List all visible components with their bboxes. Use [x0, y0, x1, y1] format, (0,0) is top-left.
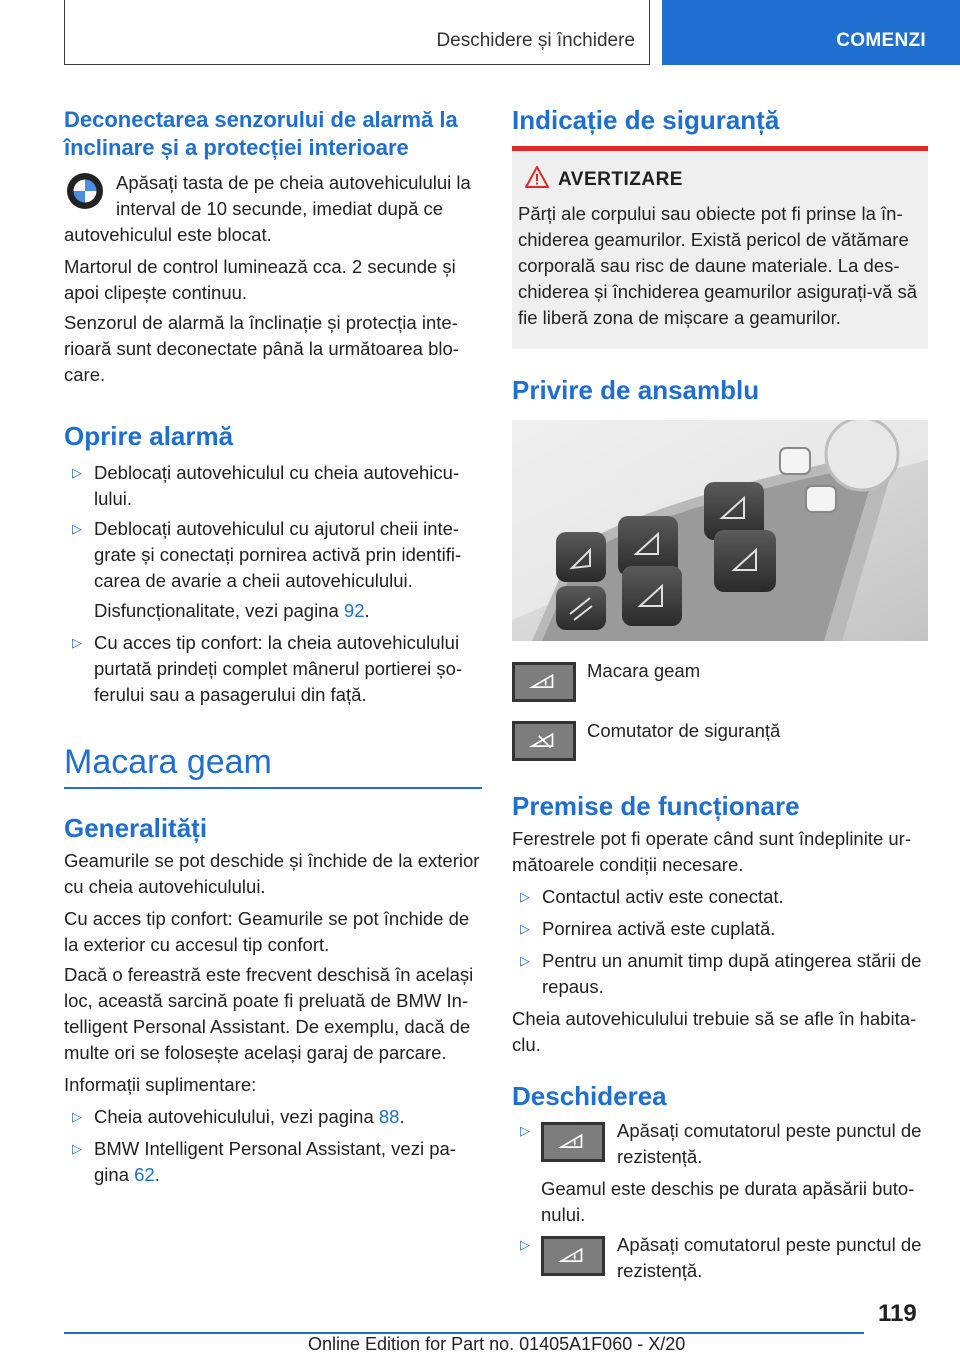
heading-overview: Privire de ansamblu: [512, 375, 760, 405]
bmw-key-icon: [66, 172, 104, 210]
page-number: 119: [878, 1300, 917, 1327]
legend-safety-switch: Comutator de siguranță: [587, 720, 781, 741]
heading-alarm-off: Oprire alarmă: [64, 421, 234, 451]
sensor-paragraph-3: Senzorul de alarmă la înclinație și protecția interioară sunt deconectate până la următoarea blocare.: [64, 312, 459, 385]
warning-triangle-icon: [524, 165, 550, 189]
list-item: ▷ Cheia autovehiculului, vezi pagina 88.: [64, 1104, 482, 1130]
list-item: ▷ Contactul activ este conectat.: [512, 884, 928, 910]
opening-step-1: Apăsați comutatorul peste punctul de rezistență.: [617, 1120, 922, 1167]
premise-paragraph-1: Ferestrele pot fi operate când sunt îndeplinite următoarele condiții necesare.: [512, 828, 912, 875]
opening-step-1-note: Geamul este deschis pe durata apăsării butonului.: [541, 1178, 915, 1225]
header-chapter-tab: [662, 0, 960, 65]
bullet-triangle-icon: ▷: [520, 953, 530, 968]
general-paragraph-1: Geamurile se pot deschide și închide de la exterior cu cheia autovehiculului.: [64, 850, 480, 897]
header-section-tab: [64, 0, 650, 65]
page-link-88[interactable]: 88: [378, 1106, 400, 1127]
heading-operating-conditions: Premise de funcționare: [512, 791, 800, 821]
bullet-triangle-icon: ▷: [72, 1109, 82, 1124]
bullet-triangle-icon: ▷: [520, 1123, 530, 1138]
window-switch-icon: [541, 1236, 605, 1276]
list-item: ▷ Deblocați autovehiculul cu cheia autovehiculului.: [72, 462, 460, 509]
opening-step-2: Apăsați comutatorul peste punctul de rezistență.: [617, 1234, 922, 1281]
warning-text: Părți ale corpului sau obiecte pot fi prinse la închiderea geamurilor. Există pericol de vătămare corporală sau risc de daune materiale. La deschiderea și închiderea geamurilor asigurați-vă să fie liberă zona de mișcare a geamurilor.: [518, 203, 917, 328]
page-link-62[interactable]: 62: [134, 1164, 155, 1185]
sensor-paragraph-1a: Apăsați tasta de pe cheia autovehiculului la interval de 10 secunde, imediat după ce: [116, 172, 471, 219]
footer-edition: Online Edition for Part no. 01405A1F060 - X/20: [308, 1334, 686, 1354]
list-item: ▷ Pornirea activă este cuplată.: [512, 916, 928, 942]
window-switch-icon: [541, 1122, 605, 1162]
general-paragraph-3: Dacă o fereastră este frecvent deschisă în același loc, această sarcină poate fi preluată de BMW Intelligent Personal Assistant. De exemplu, dacă de multe ori se folosește același garaj de parcare.: [64, 964, 474, 1063]
bullet-triangle-icon: ▷: [520, 921, 530, 936]
header-section-title: Deschidere și închidere: [436, 30, 635, 51]
list-item-sub: Disfuncționalitate, vezi pagina 92.: [94, 600, 370, 621]
heading-rule: [64, 787, 482, 789]
list-item: ▷ Cu acces tip confort: la cheia autovehiculului purtată prindeți complet mânerul portierei șoferului sau a pasagerului din față.: [72, 632, 463, 705]
general-paragraph-2: Cu acces tip confort: Geamurile se pot închide de la exterior cu accesul tip confort.: [64, 908, 470, 955]
list-item: ▷ Pentru un anumit timp după atingerea stării de repaus.: [520, 950, 922, 997]
list-item: ▷ BMW Intelligent Personal Assistant, vezi pagina 62.: [72, 1138, 456, 1185]
general-paragraph-4: Informații suplimentare:: [64, 1074, 257, 1095]
warning-title: AVERTIZARE: [558, 169, 683, 190]
bullet-triangle-icon: ▷: [72, 465, 82, 480]
window-switch-panel-photo: [512, 420, 928, 641]
bullet-triangle-icon: ▷: [520, 1237, 530, 1252]
premise-paragraph-2: Cheia autovehiculului trebuie să se afle în habitaclu.: [512, 1008, 917, 1055]
heading-sensor-deactivation: Deconectarea senzorului de alarmă la înclinare și a protecției interioare: [64, 107, 458, 160]
sensor-paragraph-1b: autovehiculul este blocat.: [64, 224, 272, 245]
warning-box: [512, 151, 928, 349]
window-switch-icon: [512, 662, 576, 702]
page-link-92[interactable]: 92: [343, 600, 365, 621]
heading-window-lift: Macara geam: [64, 743, 272, 781]
bullet-triangle-icon: ▷: [72, 521, 82, 536]
heading-general: Generalități: [64, 813, 208, 843]
bullet-triangle-icon: ▷: [520, 889, 530, 904]
header-chapter-title: COMENZI: [836, 30, 926, 51]
heading-opening: Deschiderea: [512, 1081, 667, 1111]
bullet-triangle-icon: ▷: [72, 635, 82, 650]
legend-window-lift: Macara geam: [587, 660, 701, 681]
bullet-triangle-icon: ▷: [72, 1141, 82, 1156]
safety-switch-icon: [512, 721, 576, 761]
sensor-paragraph-2: Martorul de control luminează cca. 2 secunde și apoi clipește continuu.: [64, 256, 456, 303]
heading-safety-notice: Indicație de siguranță: [512, 105, 780, 135]
list-item: ▷ Deblocați autovehiculul cu ajutorul cheii integrate și conectați pornirea activă prin identificarea de avarie a cheii autovehiculului.: [72, 518, 462, 591]
